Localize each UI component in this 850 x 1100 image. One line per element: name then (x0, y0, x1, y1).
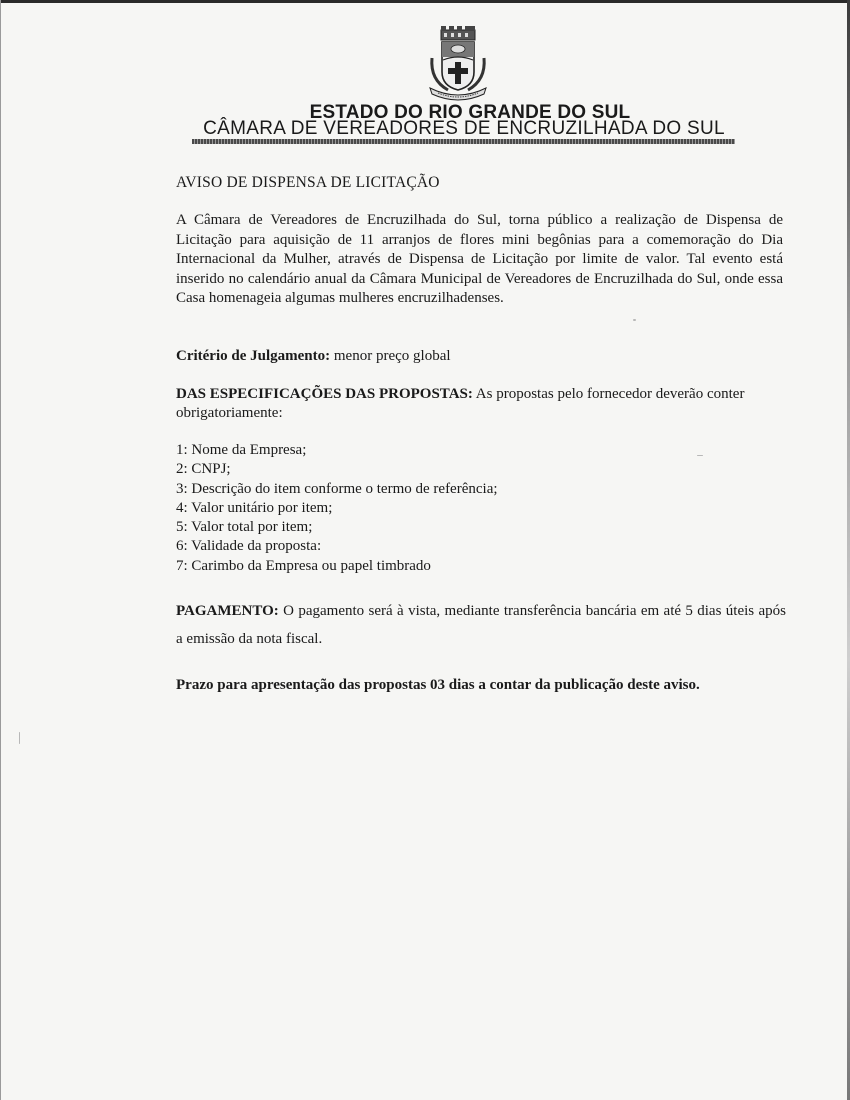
criterio-label: Critério de Julgamento: (176, 348, 331, 364)
list-item: 4: Valor unitário por item; (176, 499, 333, 516)
scan-speck (633, 319, 636, 321)
prazo-statement: Prazo para apresentação das propostas 03 dias a contar da publicação deste aviso. (176, 677, 700, 693)
especificacoes-label: DAS ESPECIFICAÇÕES DAS PROPOSTAS: (176, 386, 473, 402)
requirements-list (176, 441, 776, 576)
list-item: 1: Nome da Empresa; (176, 442, 307, 458)
state-heading: ESTADO DO RIO GRANDE DO SUL (309, 102, 631, 123)
criterio-line (176, 346, 776, 366)
list-item: 2: CNPJ; (176, 461, 231, 478)
header-divider (192, 139, 735, 144)
criterio-value: menor preço global (333, 348, 451, 364)
pagamento-label: PAGAMENTO: (176, 603, 279, 619)
scan-edge-top (0, 0, 850, 3)
pagamento-text: O pagamento será à vista, mediante transferência bancária em até 5 dias úteis após a emissão da nota fiscal. (176, 603, 786, 647)
especificacoes-paragraph (176, 385, 776, 423)
especificacoes-text: As propostas pelo fornecedor deverão conter obrigatoriamente: (176, 386, 745, 421)
scan-speck (697, 455, 703, 456)
chamber-heading: CÂMARA DE VEREADORES DE ENCRUZILHADA DO SUL (203, 118, 725, 139)
list-item: 5: Valor total por item; (176, 519, 313, 536)
list-item: 7: Carimbo da Empresa ou papel timbrado (176, 557, 431, 574)
notice-title: AVISO DE DISPENSA DE LICITAÇÃO (176, 174, 440, 191)
list-item: 6: Validade da proposta: (176, 538, 322, 555)
notice-intro-paragraph: A Câmara de Vereadores de Encruzilhada do Sul, torna público a realização de Dispensa de Licitação para aquisição de 11 arranjos de flores mini begônias para a comemoração do Dia Internacional da Mulher, através de Dispensa de Licitação por limite de valor. Tal evento está inserido no calendário anual da Câmara Municipal de Vereadores de Encruzilhada do Sul, onde essa Casa homenageia algumas mulheres encruzilhadenses. (176, 212, 783, 306)
scan-edge-left (0, 0, 1, 1100)
list-item: 3: Descrição do item conforme o termo de referência; (176, 480, 498, 497)
pagamento-paragraph (176, 597, 786, 653)
municipal-coat-of-arms-icon (424, 24, 492, 102)
scan-speck (19, 732, 20, 744)
